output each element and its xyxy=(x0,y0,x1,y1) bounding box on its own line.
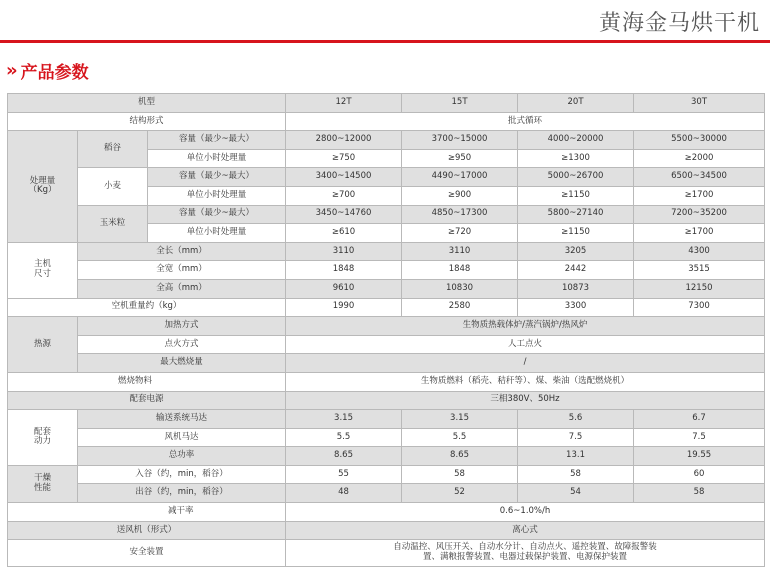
subgroup-label: 小麦 xyxy=(78,168,148,205)
cell-value: 1848 xyxy=(402,261,518,280)
header-divider xyxy=(0,40,770,43)
cell-value: 3110 xyxy=(402,242,518,261)
cell-value: 批式循环 xyxy=(286,112,765,131)
cell-value: / xyxy=(286,354,765,373)
row-label: 容量（最少~最大） xyxy=(148,205,286,224)
row-label: 最大燃烧量 xyxy=(78,354,286,373)
cell-value: 3.15 xyxy=(402,410,518,429)
row-label: 总功率 xyxy=(78,447,286,466)
cell-value: 5.5 xyxy=(402,428,518,447)
table-row xyxy=(8,242,765,261)
cell-value: 13.1 xyxy=(518,447,634,466)
row-label: 加热方式 xyxy=(78,317,286,336)
cell-value: 60 xyxy=(634,465,765,484)
cell-value: 3.15 xyxy=(286,410,402,429)
spec-table xyxy=(7,93,765,567)
group-label: 主机 尺寸 xyxy=(8,242,78,298)
row-label: 出谷（约，min，稻谷） xyxy=(78,484,286,503)
table-row xyxy=(8,317,765,336)
cell-value: ≥900 xyxy=(402,186,518,205)
cell-value: 7.5 xyxy=(634,428,765,447)
cell-value: 3450~14760 xyxy=(286,205,402,224)
model-header: 15T xyxy=(402,94,518,113)
cell-value: 7300 xyxy=(634,298,765,317)
cell-value: 离心式 xyxy=(286,521,765,540)
cell-value: ≥700 xyxy=(286,186,402,205)
row-label: 单位小时处理量 xyxy=(148,224,286,243)
cell-value: 8.65 xyxy=(286,447,402,466)
cell-value: 三相380V、50Hz xyxy=(286,391,765,410)
table-row xyxy=(8,465,765,484)
row-label: 安全装置 xyxy=(8,540,286,567)
cell-value: 3515 xyxy=(634,261,765,280)
cell-value: ≥1700 xyxy=(634,224,765,243)
row-label: 全长（mm） xyxy=(78,242,286,261)
section-heading xyxy=(6,58,89,83)
cell-value: 生物质燃料（稻壳、秸秆等）、煤、柴油（选配燃烧机） xyxy=(286,372,765,391)
table-row xyxy=(8,298,765,317)
cell-value: 5.6 xyxy=(518,410,634,429)
table-row xyxy=(8,261,765,280)
cell-value: 10830 xyxy=(402,279,518,298)
table-row xyxy=(8,521,765,540)
cell-value: 58 xyxy=(402,465,518,484)
row-label: 风机马达 xyxy=(78,428,286,447)
group-label: 干燥 性能 xyxy=(8,465,78,502)
row-label: 全宽（mm） xyxy=(78,261,286,280)
cell-value: 7.5 xyxy=(518,428,634,447)
table-row xyxy=(8,168,765,187)
row-label: 单位小时处理量 xyxy=(148,149,286,168)
row-label: 全高（mm） xyxy=(78,279,286,298)
cell-value: ≥950 xyxy=(402,149,518,168)
row-label: 燃烧物料 xyxy=(8,372,286,391)
cell-value: 人工点火 xyxy=(286,335,765,354)
row-label: 空机重量约（kg） xyxy=(8,298,286,317)
cell-value: 5500~30000 xyxy=(634,131,765,150)
table-row xyxy=(8,335,765,354)
table-row xyxy=(8,447,765,466)
row-label: 送风机（形式） xyxy=(8,521,286,540)
row-label: 容量（最少~最大） xyxy=(148,168,286,187)
table-row xyxy=(8,410,765,429)
group-label: 热源 xyxy=(8,317,78,373)
cell-value: 5800~27140 xyxy=(518,205,634,224)
table-row xyxy=(8,354,765,373)
cell-value: ≥1700 xyxy=(634,186,765,205)
cell-value: 54 xyxy=(518,484,634,503)
row-label: 配套电源 xyxy=(8,391,286,410)
cell-value: 2442 xyxy=(518,261,634,280)
cell-value: 5.5 xyxy=(286,428,402,447)
table-row xyxy=(8,428,765,447)
group-label: 配套 动力 xyxy=(8,410,78,466)
row-label: 机型 xyxy=(8,94,286,113)
cell-value: 4000~20000 xyxy=(518,131,634,150)
group-label: 处理量 （Kg） xyxy=(8,131,78,243)
cell-value: ≥1150 xyxy=(518,186,634,205)
table-row xyxy=(8,372,765,391)
cell-value: 3110 xyxy=(286,242,402,261)
cell-value: 4300 xyxy=(634,242,765,261)
cell-value: 2580 xyxy=(402,298,518,317)
cell-value: 19.55 xyxy=(634,447,765,466)
row-label: 单位小时处理量 xyxy=(148,186,286,205)
cell-value: 8.65 xyxy=(402,447,518,466)
table-row xyxy=(8,205,765,224)
cell-value: 6500~34500 xyxy=(634,168,765,187)
cell-value: 3300 xyxy=(518,298,634,317)
table-row xyxy=(8,131,765,150)
cell-value: 7200~35200 xyxy=(634,205,765,224)
row-label: 输送系统马达 xyxy=(78,410,286,429)
row-label: 减干率 xyxy=(8,503,286,522)
cell-value: 0.6~1.0%/h xyxy=(286,503,765,522)
cell-value: 4850~17300 xyxy=(402,205,518,224)
cell-value: ≥1300 xyxy=(518,149,634,168)
subgroup-label: 稻谷 xyxy=(78,131,148,168)
cell-value: ≥610 xyxy=(286,224,402,243)
double-chevron-icon: » xyxy=(6,60,15,81)
table-row xyxy=(8,503,765,522)
cell-value: 5000~26700 xyxy=(518,168,634,187)
cell-value: 9610 xyxy=(286,279,402,298)
cell-value: 58 xyxy=(518,465,634,484)
cell-value: 生物质热载体炉/蒸汽锅炉/热风炉 xyxy=(286,317,765,336)
model-header: 20T xyxy=(518,94,634,113)
cell-value: 3700~15000 xyxy=(402,131,518,150)
model-header: 12T xyxy=(286,94,402,113)
table-row xyxy=(8,484,765,503)
brand-title: 黄海金马烘干机 xyxy=(598,11,760,36)
cell-value: 1990 xyxy=(286,298,402,317)
cell-value: 3400~14500 xyxy=(286,168,402,187)
cell-value: ≥720 xyxy=(402,224,518,243)
cell-value: 4490~17000 xyxy=(402,168,518,187)
cell-value: 58 xyxy=(634,484,765,503)
row-label: 入谷（约，min，稻谷） xyxy=(78,465,286,484)
subgroup-label: 玉米粒 xyxy=(78,205,148,242)
cell-value: 12150 xyxy=(634,279,765,298)
cell-value: 2800~12000 xyxy=(286,131,402,150)
table-row xyxy=(8,540,765,567)
table-row xyxy=(8,112,765,131)
table-row xyxy=(8,391,765,410)
cell-value: 3205 xyxy=(518,242,634,261)
cell-value: 1848 xyxy=(286,261,402,280)
section-title: 产品参数 xyxy=(20,63,89,83)
table-row xyxy=(8,279,765,298)
cell-value: 10873 xyxy=(518,279,634,298)
cell-value: 6.7 xyxy=(634,410,765,429)
cell-value: 55 xyxy=(286,465,402,484)
cell-value: 48 xyxy=(286,484,402,503)
cell-value: ≥750 xyxy=(286,149,402,168)
model-header: 30T xyxy=(634,94,765,113)
row-label: 容量（最少~最大） xyxy=(148,131,286,150)
row-label: 结构形式 xyxy=(8,112,286,131)
cell-value: 52 xyxy=(402,484,518,503)
row-label: 点火方式 xyxy=(78,335,286,354)
cell-value: ≥1150 xyxy=(518,224,634,243)
cell-value: ≥2000 xyxy=(634,149,765,168)
cell-value: 自动温控、风压开关、自动水分计、自动点火、遥控装置、故障报警装置、满粮报警装置、电器过载保护装置、电源保护装置 xyxy=(286,540,765,567)
table-row xyxy=(8,94,765,113)
